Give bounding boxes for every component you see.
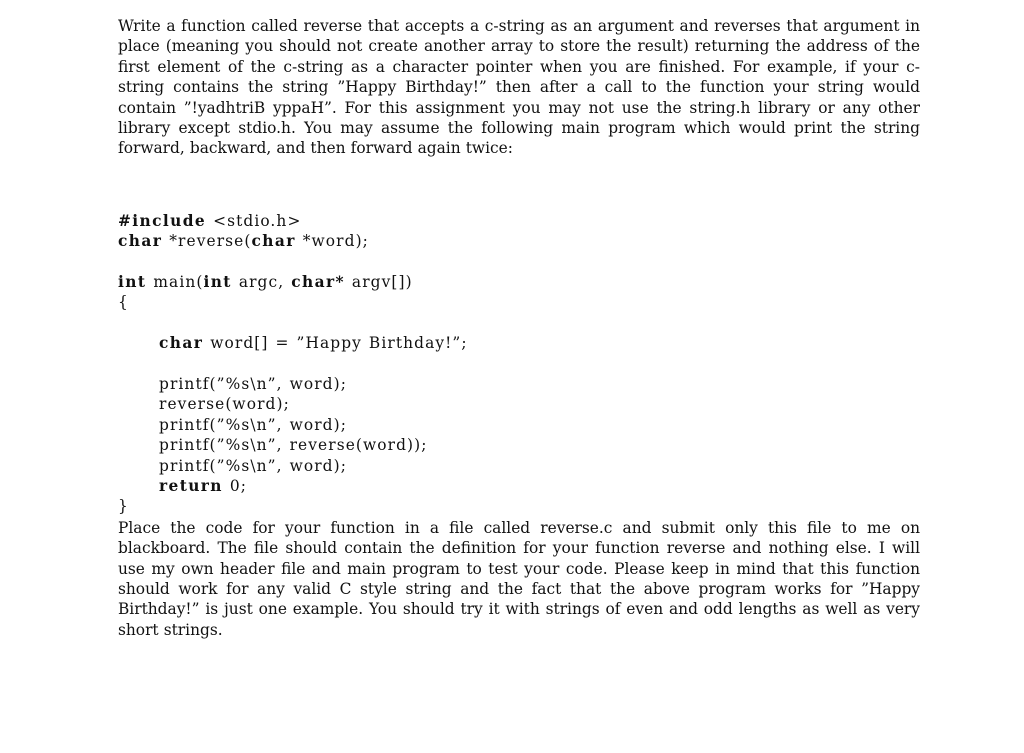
prototype-return-type: char xyxy=(118,232,163,251)
code-line-printf-4: printf(”%s\n”, word); xyxy=(159,456,348,475)
code-line-main-signature xyxy=(118,272,920,292)
closing-paragraph: Place the code for your function in a file called reverse.c and submit only this file to me on blackboard. The file should contain the definition for your function reverse and nothing else. I will use my own header file and main program to test your code. Please keep in mind that this function should work for any valid C style string and the fact that the above program works for ”Happy Birthday!” is just one example. You should try it with strings of even and odd lengths as well as very short strings. xyxy=(118,518,920,639)
code-blank-line xyxy=(118,354,920,374)
return-value: 0; xyxy=(222,476,248,495)
main-return-type: int xyxy=(118,273,147,292)
assignment-page xyxy=(118,16,920,640)
main-name: main( xyxy=(146,273,204,292)
main-param2-type: char* xyxy=(291,273,345,292)
include-keyword: #include xyxy=(118,211,207,230)
code-line-printf-2: printf(”%s\n”, word); xyxy=(159,415,348,434)
include-target: <stdio.h> xyxy=(206,211,302,230)
code-line-open-brace: { xyxy=(118,293,129,312)
code-line-printf-1: printf(”%s\n”, word); xyxy=(159,374,348,393)
declaration-rest: word[] = ”Happy Birthday!”; xyxy=(203,334,468,353)
declaration-type: char xyxy=(159,334,204,353)
code-listing xyxy=(118,211,920,517)
main-param2: argv[]) xyxy=(344,273,413,292)
code-line-printf-3: printf(”%s\n”, reverse(word)); xyxy=(159,436,428,455)
code-blank-line xyxy=(118,313,920,333)
code-line-declaration xyxy=(118,333,920,353)
code-line-reverse-call: reverse(word); xyxy=(159,395,290,414)
code-line-return xyxy=(118,476,920,496)
code-line-close-brace: } xyxy=(118,497,129,516)
code-line-prototype xyxy=(118,231,920,251)
intro-paragraph: Write a function called reverse that accepts a c-string as an argument and reverses that argument in place (meaning you should not create another array to store the result) returning the address of the first element of the c-string as a character pointer when you are finished. For example, if your c-string contains the string ”Happy Birthday!” then after a call to the function your string would contain ”!yadhtriB yppaH”. For this assignment you may not use the string.h library or any other library except stdio.h. You may assume the following main program which would print the string forward, backward, and then forward again twice: xyxy=(118,17,920,158)
prototype-param-type: char xyxy=(251,232,296,251)
code-line-include xyxy=(118,211,920,231)
main-param1-type: int xyxy=(203,273,232,292)
prototype-param: *word); xyxy=(295,232,369,251)
code-blank-line xyxy=(118,252,920,272)
prototype-name: *reverse( xyxy=(162,232,252,251)
main-param1: argc, xyxy=(231,273,292,292)
return-keyword: return xyxy=(159,476,223,495)
